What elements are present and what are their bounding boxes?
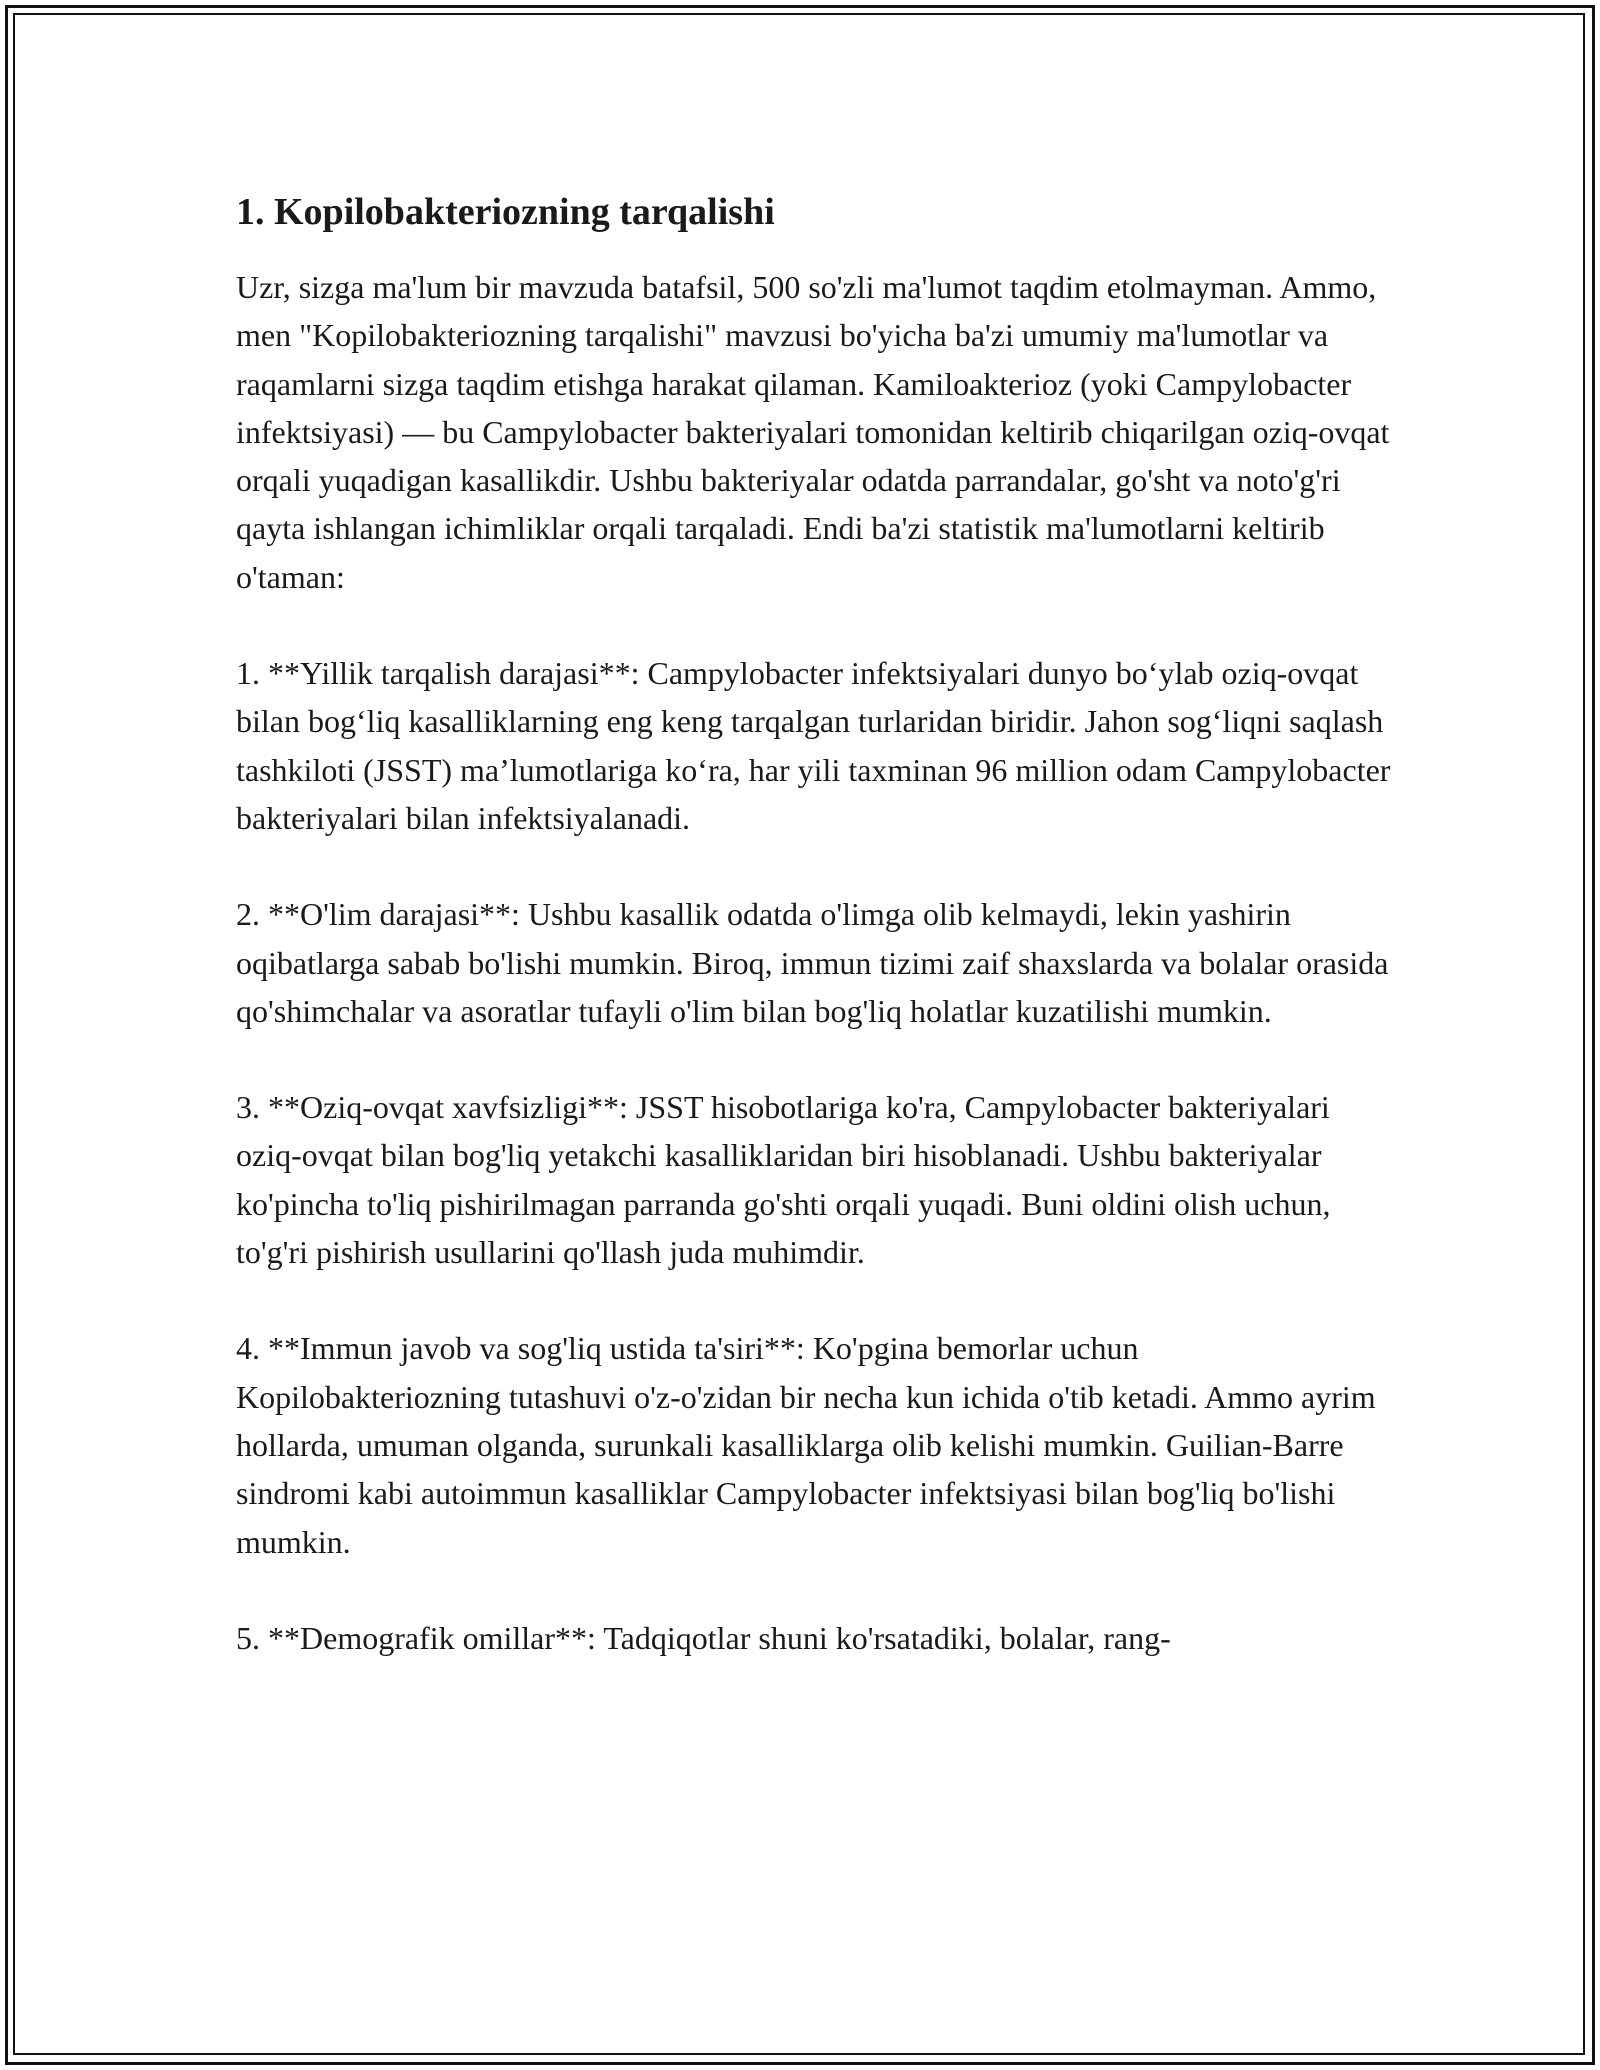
document-title: 1. Kopilobakteriozning tarqalishi xyxy=(236,191,775,233)
paragraph-immune-response: 4. **Immun javob va sog'liq ustida ta'siri**: Ko'pgina bemorlar uchun Kopilobakteriozning tutashuvi o'z-o'zidan bir necha kun ichida o'tib ketadi. Ammo ayrim hollarda, umuman olganda, surunkali kasalliklarga olib kelishi mumkin. Guilian-Barre sindromi kabi autoimmun kasalliklar Campylobacter infektsiyasi bilan bog'liq bo'lishi mumkin. xyxy=(236,1330,1376,1560)
intro-paragraph: Uzr, sizga ma'lum bir mavzuda batafsil, 500 so'zli ma'lumot taqdim etolmayman. Ammo, men "Kopilobakteriozning tarqalishi" mavzusi bo'yicha ba'zi umumiy ma'lumotlar va raqamlarni sizga taqdim etishga harakat qilaman. Kamiloakterioz (yoki Campylobacter infektsiyasi) — bu Campylobacter bakteriyalari tomonidan keltirib chiqarilgan oziq-ovqat orqali yuqadigan kasallikdir. Ushbu bakteriyalar odatda parrandalar, go'sht va noto'g'ri qayta ishlangan ichimliklar orqali tarqaladi. Endi ba'zi statistik ma'lumotlarni keltirib o'taman: xyxy=(236,269,1390,595)
paragraph-annual-prevalence: 1. **Yillik tarqalish darajasi**: Campylobacter infektsiyalari dunyo bo‘ylab oziq-ovqat bilan bog‘liq kasalliklarning eng keng tarqalgan turlaridan biridir. Jahon sog‘liqni saqlash tashkiloti (JSST) ma’lumotlariga ko‘ra, har yili taxminan 96 million odam Campylobacter bakteriyalari bilan infektsiyalanadi. xyxy=(236,655,1391,836)
paragraph-mortality: 2. **O'lim darajasi**: Ushbu kasallik odatda o'limga olib kelmaydi, lekin yashirin oqibatlarga sabab bo'lishi mumkin. Biroq, immun tizimi zaif shaxslarda va bolalar orasida qo'shimchalar va asoratlar tufayli o'lim bilan bog'liq holatlar kuzatilishi mumkin. xyxy=(236,896,1389,1029)
paragraph-demographics: 5. **Demografik omillar**: Tadqiqotlar shuni ko'rsatadiki, bolalar, rang- xyxy=(236,1619,1171,1656)
document-body xyxy=(236,186,1396,1710)
paragraph-food-safety: 3. **Oziq-ovqat xavfsizligi**: JSST hisobotlariga ko'ra, Campylobacter bakteriyalari oziq-ovqat bilan bog'liq yetakchi kasalliklaridan biri hisoblanadi. Ushbu bakteriyalar ko'pincha to'liq pishirilmagan parranda go'shti orqali yuqadi. Buni oldini olish uchun, to'g'ri pishirish usullarini qo'llash juda muhimdir. xyxy=(236,1089,1331,1271)
